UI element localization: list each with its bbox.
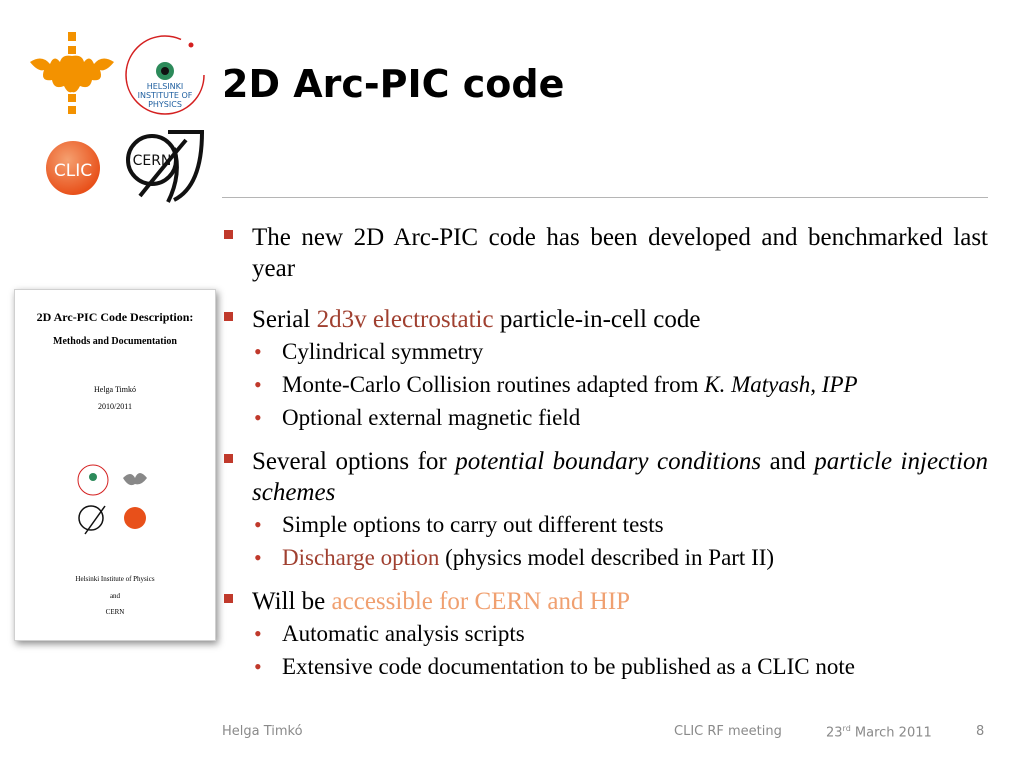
bullet-1: The new 2D Arc-PIC code has been developed and benchmarked last year	[224, 222, 988, 284]
helsinki-institute-of-physics-logo	[124, 34, 206, 116]
sub-bullet: • Extensive code documentation to be published as a CLIC note	[224, 650, 988, 683]
bullet-dot-icon: •	[254, 545, 262, 570]
thumb-year: 2010/2011	[98, 402, 132, 411]
thumb-author: Helga Timkó	[93, 385, 136, 394]
clic-logo	[44, 140, 102, 196]
thumb-title-line1: 2D Arc-PIC Code Description:	[36, 310, 194, 324]
thumb-inst1: Helsinki Institute of Physics	[75, 575, 155, 583]
highlight-text: accessible for CERN and HIP	[331, 588, 631, 615]
footer-author: Helga Timkó	[222, 724, 303, 739]
cern-logo-text: CERN	[132, 153, 172, 169]
sub-bullet: • Simple options to carry out different tests	[224, 508, 988, 541]
bullet-dot-icon: •	[254, 654, 262, 679]
title-divider	[222, 197, 988, 198]
thumb-title-line2: Methods and Documentation	[53, 336, 177, 347]
sub-bullet: • Optional external magnetic field	[224, 401, 988, 434]
document-thumbnail	[14, 289, 216, 641]
clic-logo-text: CLIC	[53, 161, 93, 181]
slide-body	[224, 222, 988, 683]
thumb-inst2: CERN	[105, 608, 125, 616]
thumb-logos	[73, 460, 163, 538]
highlight-text: Discharge option	[282, 545, 440, 570]
sub-bullet: • Automatic analysis scripts	[224, 617, 988, 650]
bullet-square-icon	[224, 312, 233, 321]
sub-bullet: • Monte-Carlo Collision routines adapted from K. Matyash, IPP	[224, 368, 988, 401]
sub-bullet: • Cylindrical symmetry	[224, 335, 988, 368]
highlight-text: 2d3v electrostatic	[316, 306, 494, 333]
bullet-2: Serial 2d3v electrostatic particle-in-cell code	[224, 304, 988, 335]
slide-title: 2D Arc-PIC code	[222, 62, 565, 106]
page-number: 8	[976, 724, 985, 739]
footer-meeting: CLIC RF meeting	[674, 724, 782, 739]
bullet-dot-icon: •	[254, 339, 262, 364]
cern-logo	[124, 126, 206, 204]
bullet-square-icon	[224, 230, 233, 239]
bullet-dot-icon: •	[254, 512, 262, 537]
helsinki-university-logo	[28, 32, 116, 114]
thumb-and: and	[109, 592, 121, 600]
bullet-dot-icon: •	[254, 372, 262, 397]
bullet-dot-icon: •	[254, 621, 262, 646]
sub-bullet: • Discharge option (physics model described in Part II)	[224, 541, 988, 574]
bullet-square-icon	[224, 594, 233, 603]
bullet-square-icon	[224, 454, 233, 463]
bullet-dot-icon: •	[254, 405, 262, 430]
footer-date: 23rd March 2011	[826, 724, 932, 741]
bullet-3: Several options for potential boundary conditions and particle injection schemes	[224, 446, 988, 508]
bullet-4: Will be accessible for CERN and HIP	[224, 586, 988, 617]
hip-logo-text: HELSINKI INSTITUTE OF PHYSICS	[137, 82, 193, 109]
